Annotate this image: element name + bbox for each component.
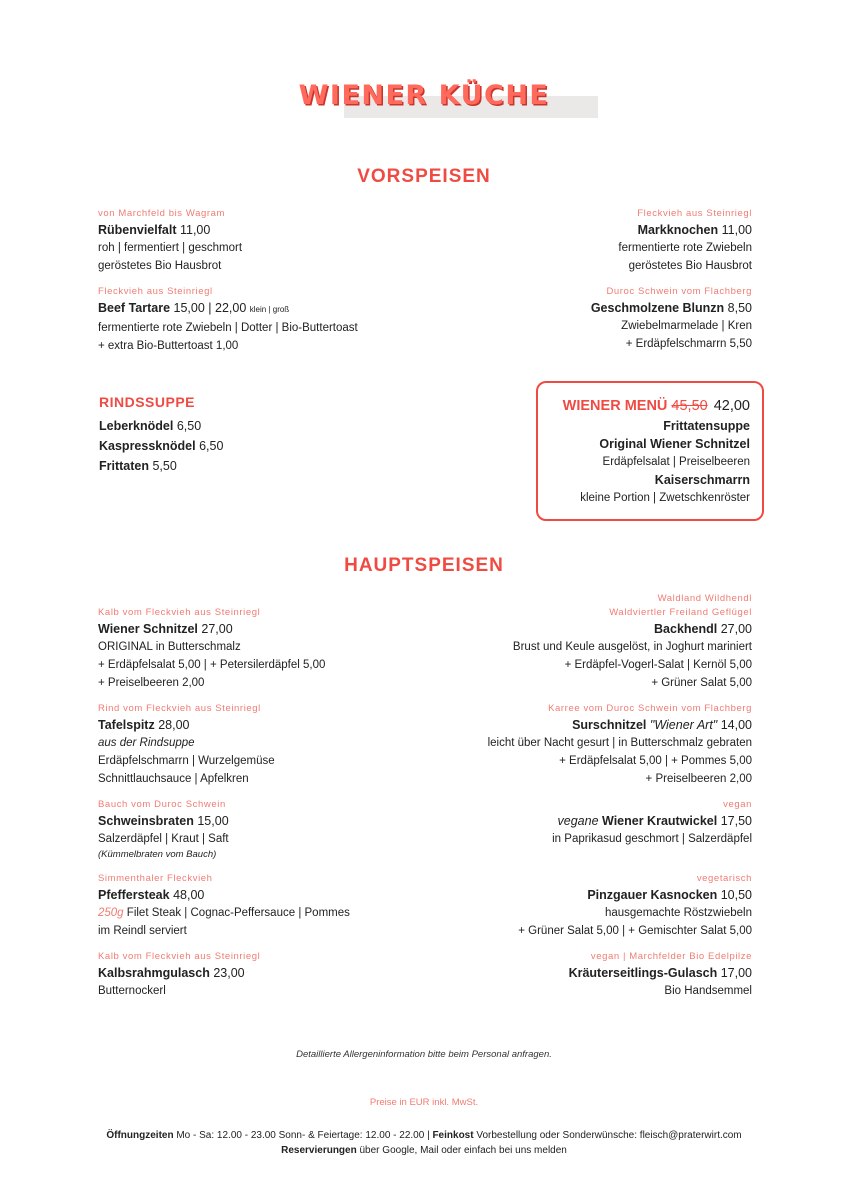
old-price: 45,50 — [671, 398, 708, 414]
dish-line: fermentierte rote Zwiebeln — [618, 242, 752, 254]
dish-price: 17,00 — [720, 966, 752, 980]
dish-line: + Preiselbeeren 2,00 — [98, 677, 205, 689]
dish-price: 17,50 — [720, 814, 752, 828]
dish-price: 15,00 — [197, 814, 229, 828]
weight-note: 250g — [98, 907, 124, 919]
dish-name: Geschmolzene Blunzn — [590, 301, 725, 315]
dish-line: roh | fermentiert | geschmort — [98, 242, 243, 254]
dish-blunzn — [372, 285, 752, 353]
dish-name: Rübenvielfalt — [98, 223, 177, 237]
dish-name: Beef Tartare — [98, 301, 171, 315]
rindssuppe-list — [99, 416, 223, 476]
dish-surschnitzel — [372, 702, 752, 788]
menu-course-line: Erdäpfelsalat | Preiselbeeren — [602, 456, 750, 468]
dish-price: 11,00 — [721, 223, 752, 237]
dish-name: Kräuterseitlings-Gulasch — [568, 966, 718, 980]
menu-course: Kaiserschmarrn — [654, 473, 750, 487]
menu-course: Frittatensuppe — [663, 419, 750, 433]
dish-line: geröstetes Bio Hausbrot — [628, 260, 752, 272]
prices-note: Preise in EUR inkl. MwSt. — [369, 1097, 479, 1108]
menu-course: Original Wiener Schnitzel — [599, 437, 750, 451]
dish-line: Bio Handsemmel — [664, 985, 752, 997]
dish-prefix: vegane — [557, 814, 599, 828]
dish-price: 48,00 — [173, 888, 205, 902]
dish-line: fermentierte rote Zwiebeln | Dotter | Bio-Buttertoast — [98, 322, 358, 334]
dish-name-italic: "Wiener Art" — [649, 718, 718, 732]
wiener-menu-box — [536, 381, 764, 521]
dish-name: Wiener Krautwickel — [602, 814, 718, 828]
dish-backhendl — [372, 592, 752, 692]
dish-line: Zwiebelmarmelade | Kren — [621, 320, 752, 332]
dish-line: + Preiselbeeren 2,00 — [645, 773, 752, 785]
dish-origin: Rind vom Fleckvieh aus Steinriegl — [98, 703, 261, 714]
dish-price: 15,00 | 22,00 — [173, 301, 247, 315]
dish-name: Surschnitzel — [572, 718, 647, 732]
dish-line: + Grüner Salat 5,00 — [651, 677, 752, 689]
dish-line: + extra Bio-Buttertoast 1,00 — [98, 340, 239, 352]
menu-course-line: kleine Portion | Zwetschkenröster — [580, 492, 750, 504]
footer — [0, 1128, 848, 1158]
dish-line: Erdäpfelschmarrn | Wurzelgemüse — [98, 755, 275, 767]
dish-origin: Duroc Schwein vom Flachberg — [606, 286, 752, 297]
dish-line: leicht über Nacht gesurt | in Butterschmalz gebraten — [487, 737, 752, 749]
dish-origin: vegan | Marchfelder Bio Edelpilze — [590, 951, 752, 962]
dish-line: im Reindl serviert — [98, 925, 187, 937]
list-item: Kaspressknödel 6,50 — [99, 439, 224, 453]
dish-price: 28,00 — [158, 718, 190, 732]
dish-line: + Erdäpfelschmarrn 5,50 — [625, 338, 752, 350]
dish-line: + Grüner Salat 5,00 | + Gemischter Salat 5,00 — [518, 925, 752, 937]
dish-origin: Karree vom Duroc Schwein vom Flachberg — [548, 703, 752, 714]
dish-origin: Kalb vom Fleckvieh aus Steinriegl — [98, 951, 261, 962]
dish-origin: Simmenthaler Fleckvieh — [98, 873, 213, 884]
list-item: Leberknödel 6,50 — [99, 419, 202, 433]
page-title: WIENER KÜCHE — [298, 80, 550, 111]
dish-line: Salzerdäpfel | Kraut | Saft — [98, 833, 229, 845]
dish-line: aus der Rindsuppe — [98, 737, 195, 749]
dish-name: Pinzgauer Kasnocken — [587, 888, 718, 902]
dish-name: Kalbsrahmgulasch — [98, 966, 210, 980]
footer-hours-line: Öffnungzeiten Mo - Sa: 12.00 - 23.00 Sonn- & Feiertage: 12.00 - 22.00 | Feinkost Vorbestellung oder Sonderwünsche: fleisch@praterwirt.com — [106, 1130, 742, 1141]
dish-kraeuterseitlings-gulasch — [372, 950, 752, 1000]
allergen-note: Detaillierte Allergeninformation bitte beim Personal anfragen. — [296, 1049, 552, 1060]
dish-price: 27,00 — [720, 622, 752, 636]
dish-krautwickel — [372, 798, 752, 848]
dish-origin: vegetarisch — [696, 873, 752, 884]
dish-price: 14,00 — [720, 718, 752, 732]
footer-reservation-line: Reservierungen über Google, Mail oder einfach bei uns melden — [281, 1145, 567, 1156]
dish-price: 27,00 — [201, 622, 233, 636]
section-hauptspeisen-heading: HAUPTSPEISEN — [344, 555, 504, 576]
dish-line: + Erdäpfelsalat 5,00 | + Petersilerdäpfel 5,00 — [98, 659, 326, 671]
dish-note: (Kümmelbraten vom Bauch) — [98, 849, 217, 860]
dish-name: Schweinsbraten — [98, 814, 194, 828]
dish-origin: Waldviertler Freiland Geflügel — [609, 607, 752, 618]
dish-origin: Waldland Wildhendl — [657, 593, 752, 604]
dish-origin: Fleckvieh aus Steinriegl — [98, 286, 213, 297]
dish-markknochen — [372, 207, 752, 275]
dish-name: Backhendl — [654, 622, 718, 636]
section-vorspeisen-heading: VORSPEISEN — [357, 166, 491, 187]
dish-line: ORIGINAL in Butterschmalz — [98, 641, 241, 653]
dish-origin: Bauch vom Duroc Schwein — [98, 799, 226, 810]
dish-price: 23,00 — [213, 966, 245, 980]
dish-price: 8,50 — [727, 301, 752, 315]
dish-line: 250g Filet Steak | Cognac-Peffersauce | Pommes — [98, 907, 350, 919]
dish-line: Butternockerl — [98, 985, 166, 997]
dish-line: in Paprikasud geschmort | Salzerdäpfel — [552, 833, 752, 845]
new-price: 42,00 — [713, 398, 750, 414]
wiener-menu-heading: WIENER MENÜ 45,50 42,00 — [562, 398, 750, 414]
dish-name: Tafelspitz — [98, 718, 155, 732]
dish-line: Schnittlauchsauce | Apfelkren — [98, 773, 249, 785]
dish-origin: vegan — [723, 799, 752, 810]
dish-kasnocken — [372, 872, 752, 940]
dish-price: 10,50 — [720, 888, 752, 902]
dish-origin: Kalb vom Fleckvieh aus Steinriegl — [98, 607, 261, 618]
dish-name: Pfeffersteak — [98, 888, 170, 902]
dish-line: Brust und Keule ausgelöst, in Joghurt mariniert — [512, 641, 752, 653]
rindssuppe-heading: RINDSSUPPE — [99, 394, 196, 410]
dish-name: Markknochen — [637, 223, 719, 237]
dish-line: geröstetes Bio Hausbrot — [98, 260, 222, 272]
size-note: klein | groß — [249, 305, 290, 314]
list-item: Frittaten 5,50 — [99, 459, 177, 473]
dish-price: 11,00 — [179, 223, 211, 237]
dish-origin: von Marchfeld bis Wagram — [98, 208, 226, 219]
dish-line: + Erdäpfelsalat 5,00 | + Pommes 5,00 — [559, 755, 752, 767]
dish-origin: Fleckvieh aus Steinriegl — [637, 208, 752, 219]
dish-line: hausgemachte Röstzwiebeln — [604, 907, 752, 919]
dish-name: Wiener Schnitzel — [98, 622, 198, 636]
dish-line: + Erdäpfel-Vogerl-Salat | Kernöl 5,00 — [564, 659, 752, 671]
